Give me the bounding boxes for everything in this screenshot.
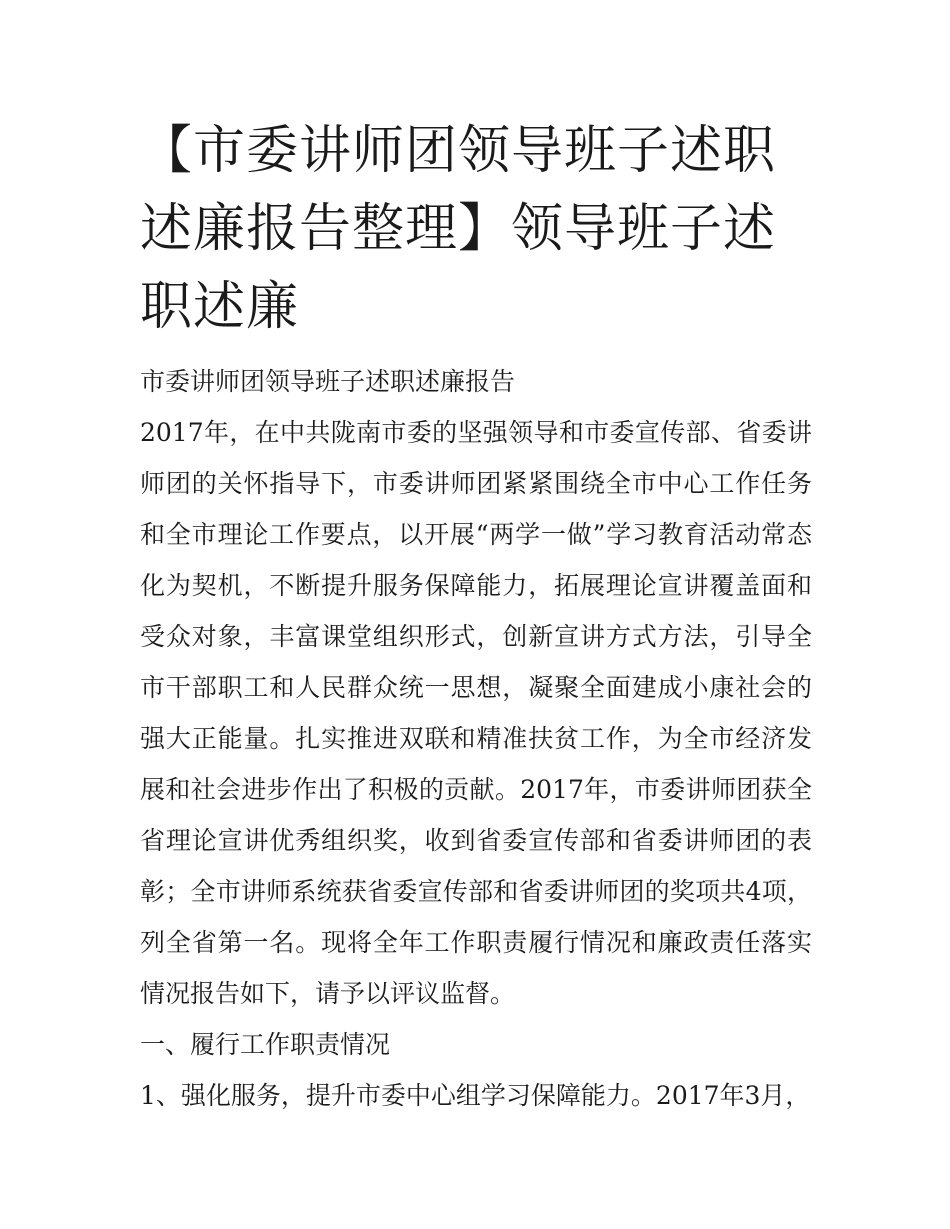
section-heading: 一、履行工作职责情况: [140, 1030, 391, 1059]
intro-paragraph: 2017年，在中共陇南市委的坚强领导和市委宣传部、省委讲师团的关怀指导下，市委讲师团紧紧围绕全市中心工作任务和全市理论工作要点，以开展“两学一做”学习教育活动常态化为契机，不断提升服务保障能力，拓展理论宣讲覆盖面和受众对象，丰富课堂组织形式，创新宣讲方式方法，引导全市干部职工和人民群众统一思想，凝聚全面建成小康社会的强大正能量。扎实推进双联和精准扶贫工作，为全市经济发展和社会进步作出了积极的贡献。2017年，市委讲师团获全省理论宣讲优秀组织奖，收到省委宣传部和省委讲师团的表彰；全市讲师系统获省委宣传部和省委讲师团的奖项共4项，列全省第一名。现将全年工作职责履行情况和廉政责任落实情况报告如下，请予以评议监督。: [140, 418, 812, 1008]
document-body: [140, 356, 812, 1121]
document-title: 【市委讲师团领导班子述职述廉报告整理】领导班子述职述廉: [140, 121, 777, 337]
section-paragraph: 1、强化服务，提升市委中心组学习保障能力。2017年3月，: [140, 1081, 811, 1110]
report-subtitle: 市委讲师团领导班子述职述廉报告: [140, 367, 516, 396]
